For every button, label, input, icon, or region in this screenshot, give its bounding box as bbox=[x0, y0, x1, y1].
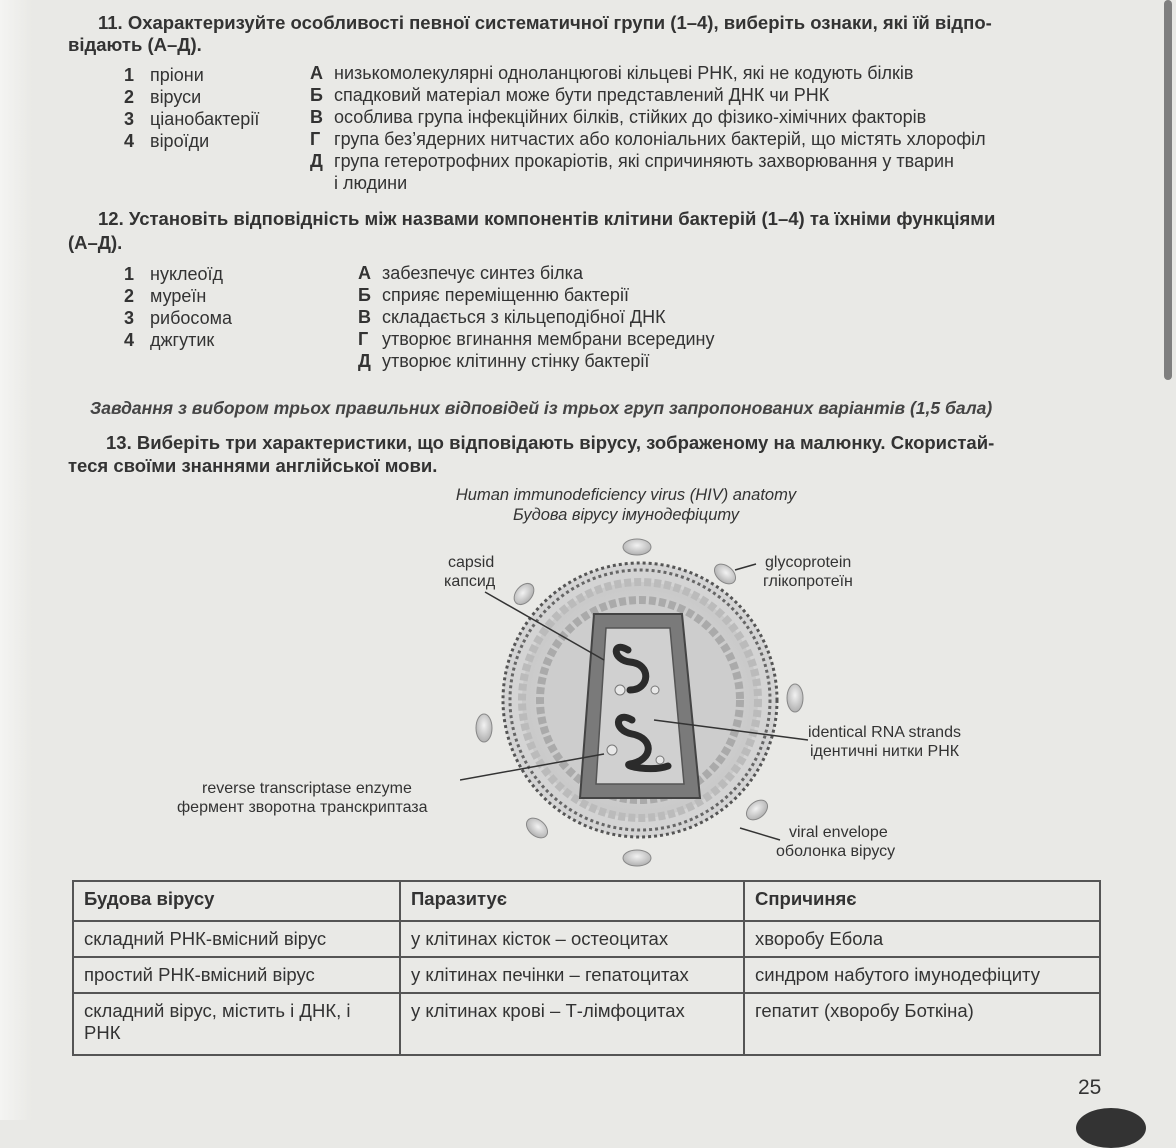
list-item: Б спадковий матеріал може бути представлений ДНК чи РНК bbox=[310, 85, 830, 105]
list-item: 1 пріони bbox=[124, 65, 204, 85]
list-item: В особлива група інфекційних білків, стійких до фізико-хімічних факторів bbox=[310, 107, 927, 127]
table-row bbox=[73, 993, 1100, 1055]
answer-table bbox=[72, 880, 1101, 1056]
label-rt-en: reverse transcriptase enzyme bbox=[202, 780, 412, 797]
list-item: Г група без’ядерних нитчастих або колоніальних бактерій, що містять хлорофіл bbox=[310, 129, 986, 149]
q12-title-line1: 12. Установіть відповідність між назвами компонентів клітини бактерій (1–4) та їхніми функціями bbox=[98, 208, 996, 229]
list-item: 2 муреїн bbox=[124, 286, 207, 306]
page-number: 25 bbox=[1078, 1076, 1102, 1099]
q11-left-list bbox=[124, 64, 259, 152]
label-glycoprotein-en: glycoprotein bbox=[765, 554, 852, 571]
corner-shadow bbox=[1076, 1108, 1146, 1148]
label-capsid-ua: капсид bbox=[444, 573, 496, 590]
list-item: 3 ціанобактерії bbox=[124, 109, 260, 129]
table-header: Будова вірусу bbox=[73, 881, 400, 921]
list-item: 4 віроїди bbox=[124, 131, 210, 151]
table-cell: синдром набутого імунодефіциту bbox=[744, 957, 1100, 993]
list-item: Д утворює клітинну стінку бактерії bbox=[358, 351, 650, 371]
list-item: А забезпечує синтез білка bbox=[358, 263, 583, 283]
table-row bbox=[73, 957, 1100, 993]
label-rna-en: identical RNA strands bbox=[808, 724, 961, 741]
table-cell: складний РНК-вмісний вірус bbox=[73, 921, 400, 957]
scrollbar[interactable] bbox=[1164, 0, 1172, 380]
task-header: Завдання з вибором трьох правильних відповідей із трьох груп запропонованих варіантів (1,5 бала) bbox=[90, 398, 993, 418]
table-cell: хворобу Ебола bbox=[744, 921, 1100, 957]
list-item: В складається з кільцеподібної ДНК bbox=[358, 307, 666, 327]
table-header-row bbox=[73, 881, 1100, 921]
q12-title-line2: (А–Д). bbox=[68, 232, 123, 253]
list-item: 3 рибосома bbox=[124, 308, 232, 328]
q12-right-list bbox=[358, 262, 714, 372]
table-header: Спричиняє bbox=[744, 881, 1100, 921]
q11-title-line1: 11. Охарактеризуйте особливості певної систематичної групи (1–4), виберіть ознаки, які їй відпо- bbox=[98, 12, 992, 33]
table-cell: складний вірус, містить і ДНК, і РНК bbox=[73, 993, 400, 1055]
label-rna-ua: ідентичні нитки РНК bbox=[810, 743, 960, 760]
list-item: 4 джгутик bbox=[124, 330, 215, 350]
table-cell: у клітинах печінки – гепатоцитах bbox=[400, 957, 744, 993]
q11-right-list bbox=[310, 62, 986, 194]
list-item: А низькомолекулярні одноланцюгові кільцеві РНК, які не кодують білків bbox=[310, 63, 914, 83]
q11-title-line2: відають (А–Д). bbox=[68, 34, 202, 55]
q13-title-line1: 13. Виберіть три характеристики, що відповідають вірусу, зображеному на малюнку. Скористай- bbox=[106, 432, 995, 453]
list-item: 2 віруси bbox=[124, 87, 202, 107]
label-envelope-en: viral envelope bbox=[789, 824, 888, 841]
label-envelope-ua: оболонка вірусу bbox=[776, 843, 896, 860]
q13-title-line2: теся своїми знаннями англійської мови. bbox=[68, 455, 438, 476]
table-cell: гепатит (хворобу Боткіна) bbox=[744, 993, 1100, 1055]
figure-title-en: Human immunodeficiency virus (HIV) anatomy bbox=[455, 486, 797, 504]
list-item: Б сприяє переміщенню бактерії bbox=[358, 285, 629, 305]
figure-title-ua: Будова вірусу імунодефіциту bbox=[512, 506, 740, 524]
table-cell: у клітинах крові – Т-лімфоцитах bbox=[400, 993, 744, 1055]
table-row bbox=[73, 921, 1100, 957]
label-rt-ua: фермент зворотна транскриптаза bbox=[177, 799, 428, 816]
table-cell: простий РНК-вмісний вірус bbox=[73, 957, 400, 993]
label-capsid-en: capsid bbox=[448, 554, 495, 571]
table-header: Паразитує bbox=[400, 881, 744, 921]
q12-left-list bbox=[124, 263, 232, 351]
list-item-continuation: і людини bbox=[334, 173, 408, 193]
table-cell: у клітинах кісток – остеоцитах bbox=[400, 921, 744, 957]
list-item: 1 нуклеоїд bbox=[124, 264, 224, 284]
list-item: Д група гетеротрофних прокаріотів, які спричиняють захворювання у тварин bbox=[310, 151, 954, 171]
list-item: Г утворює вгинання мембрани всередину bbox=[358, 329, 715, 349]
label-glycoprotein-ua: глікопротеїн bbox=[763, 573, 853, 590]
page-edge bbox=[0, 0, 32, 1120]
